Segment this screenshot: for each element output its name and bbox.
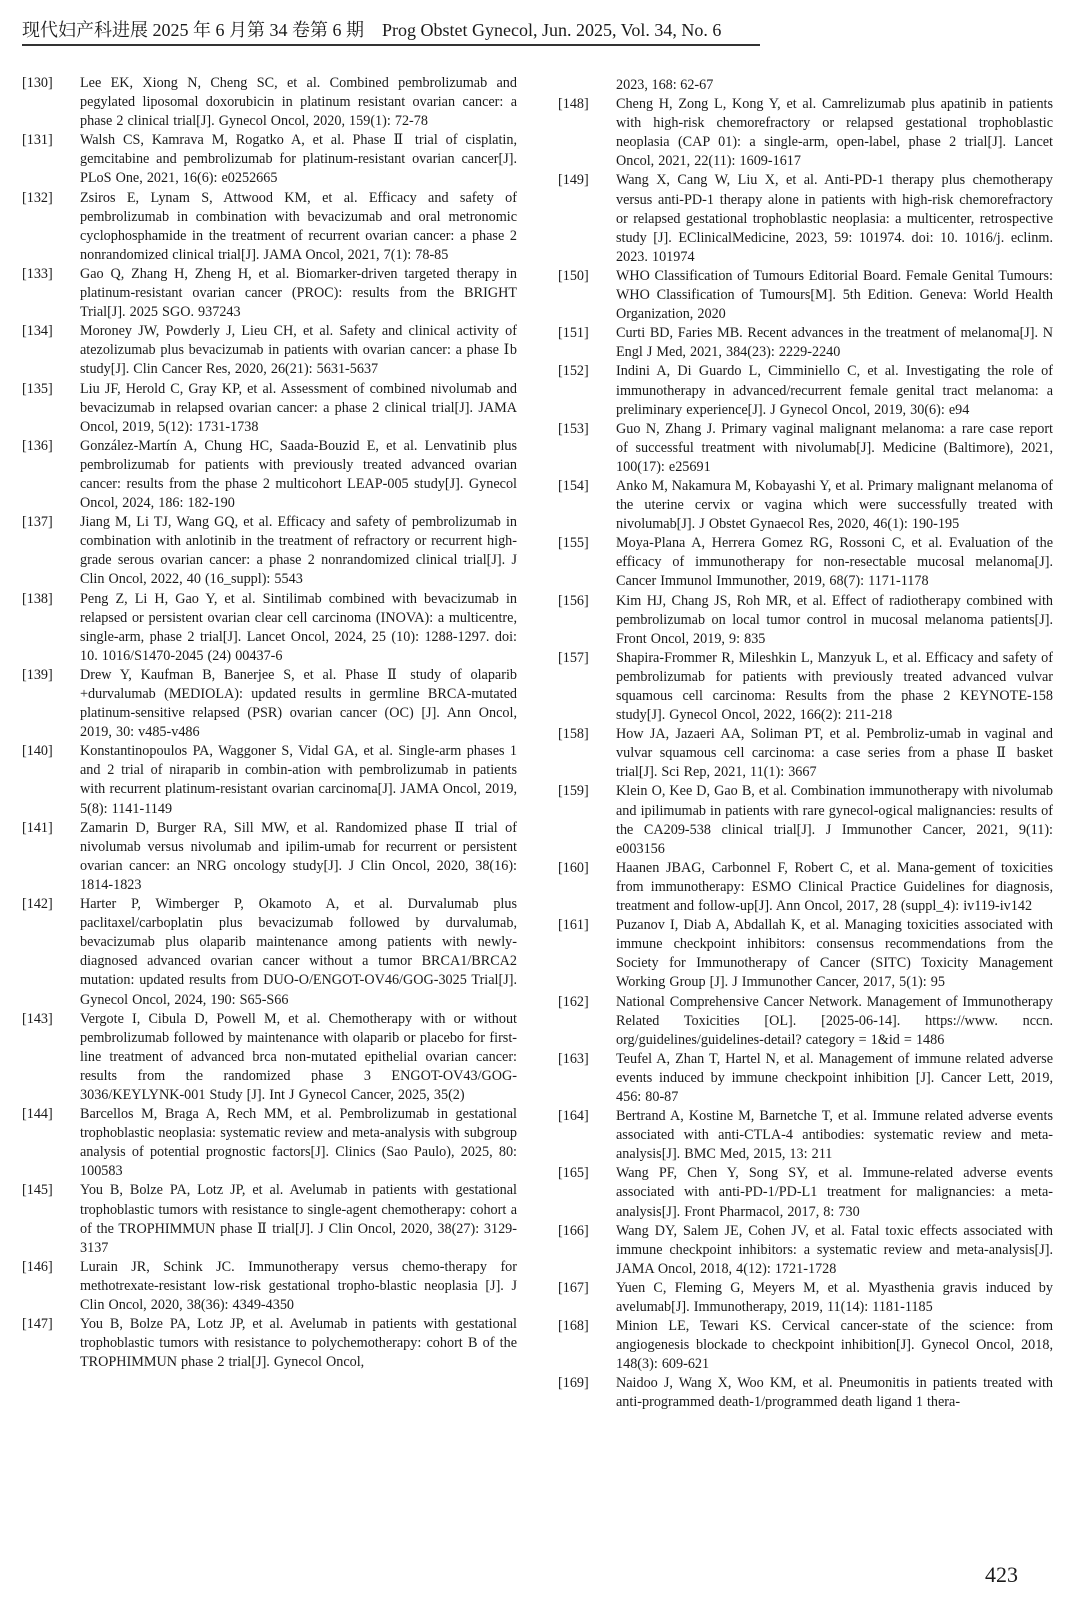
reference-text: Anko M, Nakamura M, Kobayashi Y, et al. Primary malignant melanoma of the uterine cervix or vagina which were successfully treated with nivolumab[J]. J Obstet Gynaecol Res, 2020, 46(1): 190-195: [616, 477, 1053, 533]
reference-continuation: 2023, 168: 62-67: [616, 77, 714, 93]
reference-entry: [22, 1181, 517, 1257]
reference-number: [137]: [22, 514, 53, 531]
reference-entry: [558, 534, 1053, 591]
reference-number: [166]: [558, 1222, 589, 1239]
reference-number: [156]: [558, 592, 589, 609]
reference-number: [134]: [22, 323, 53, 340]
reference-entry: [22, 74, 517, 131]
reference-text: Jiang M, Li TJ, Wang GQ, et al. Efficacy and safety of pembrolizumab in combination with anlotinib in the treatment of refractory or recurrent high-grade serous ovarian cancer: a phase 2 nonrandomized clinical trial[J]. J Clin Oncol, 2022, 40 (16_suppl): 5543: [80, 514, 517, 588]
reference-entry: [22, 1010, 517, 1105]
reference-column-right: [558, 76, 1053, 1413]
reference-entry: [558, 916, 1053, 992]
reference-entry: [558, 649, 1053, 725]
reference-text: Wang DY, Salem JE, Cohen JV, et al. Fatal toxic effects associated with immune checkpoint inhibitors: a systematic review and meta-analysis[J]. JAMA Oncol, 2018, 4(12): 1721-1728: [616, 1222, 1053, 1277]
reference-entry: [558, 324, 1053, 362]
reference-entry: [22, 513, 517, 589]
reference-number: [169]: [558, 1375, 589, 1392]
reference-entry: [22, 380, 517, 437]
reference-number: [157]: [558, 649, 589, 666]
reference-entry: [558, 267, 1053, 324]
reference-number: [136]: [22, 437, 53, 454]
reference-entry: [558, 171, 1053, 266]
reference-text: You B, Bolze PA, Lotz JP, et al. Avelumab in patients with gestational trophoblastic tumors with resistance to polychemotherapy: cohort B of the TROPHIMMUN phase 2 trial[J]. Gynecol Oncol,: [80, 1316, 517, 1371]
reference-text: Zamarin D, Burger RA, Sill MW, et al. Randomized phase Ⅱ trial of nivolumab versus nivolumab and ipilim-umab for recurrent or persistent ovarian cancer: an NRG oncology study[J]. J Clin Oncol, 2020, 38(16): 1814-1823: [80, 819, 517, 893]
reference-text: Lurain JR, Schink JC. Immunotherapy versus chemo-therapy for methotrexate-resistant low-risk gestational tropho-blastic neoplasia [J]. J Clin Oncol, 2020, 38(36): 4349-4350: [80, 1258, 517, 1313]
reference-number: [154]: [558, 477, 589, 494]
reference-number: [148]: [558, 96, 589, 113]
reference-entry: [558, 420, 1053, 477]
reference-entry: [558, 362, 1053, 419]
reference-text: Curti BD, Faries MB. Recent advances in the treatment of melanoma[J]. N Engl J Med, 2021, 384(23): 2229-2240: [616, 325, 1053, 361]
reference-text: Liu JF, Herold C, Gray KP, et al. Assessment of combined nivolumab and bevacizumab in relapsed ovarian cancer: a phase 2 clinical trial[J]. JAMA Oncol, 2019, 5(12): 1731-1738: [80, 380, 517, 435]
reference-entry: [558, 1050, 1053, 1107]
reference-text: Bertrand A, Kostine M, Barnetche T, et al. Immune related adverse events associated with anti-CTLA-4 antibodies: systematic review and meta-analysis[J]. BMC Med, 2015, 13: 211: [616, 1108, 1053, 1163]
reference-entry: [558, 1164, 1053, 1221]
reference-number: [147]: [22, 1316, 53, 1333]
reference-number: [159]: [558, 783, 589, 800]
reference-number: [145]: [22, 1182, 53, 1199]
reference-number: [153]: [558, 420, 589, 437]
reference-text: Puzanov I, Diab A, Abdallah K, et al. Managing toxicities associated with immune checkpoint inhibitors: consensus recommendations from the Society for Immunotherapy of Cancer (SITC) Toxicity Management Working Group [J]. J Immunother Cancer, 2017, 5(1): 95: [616, 917, 1053, 991]
reference-number: [140]: [22, 743, 53, 760]
reference-entry: [22, 1315, 517, 1372]
reference-text: Indini A, Di Guardo L, Cimminiello C, et al. Investigating the role of immunotherapy in advanced/recurrent female genital tract melanoma: a preliminary experience[J]. J Gynecol Oncol, 2019, 30(6): e94: [616, 363, 1053, 418]
reference-entry: [22, 437, 517, 513]
reference-entry: [22, 1105, 517, 1181]
reference-entry: [22, 895, 517, 1010]
reference-number: [151]: [558, 325, 589, 342]
reference-text: Peng Z, Li H, Gao Y, et al. Sintilimab combined with bevacizumab in relapsed or persistent ovarian clear cell carcinoma (INOVA): a multicentre, single-arm, phase 2 trial[J]. Lancet Oncol, 2024, 25 (10): 1288-1297. doi: 10. 1016/S1470-2045 (24) 00437-6: [80, 590, 517, 664]
reference-number: [160]: [558, 859, 589, 876]
reference-text: Haanen JBAG, Carbonnel F, Robert C, et al. Mana-gement of toxicities from immunotherapy: ESMO Clinical Practice Guidelines for diagnosis, treatment and follow-up[J]. Ann Oncol, 2017, 28 (suppl_4): iv119-iv142: [616, 859, 1053, 915]
reference-number: [139]: [22, 666, 53, 683]
reference-entry: [22, 322, 517, 379]
reference-number: [132]: [22, 189, 53, 206]
reference-number: [138]: [22, 590, 53, 607]
reference-text: Lee EK, Xiong N, Cheng SC, et al. Combined pembrolizumab and pegylated liposomal doxorubicin in platinum resistant ovarian cancer: a phase 2 clinical trial[J]. Gynecol Oncol, 2020, 159(1): 72-78: [80, 75, 517, 130]
journal-title-chinese: 现代妇产科进展 2025 年 6 月第 34 卷第 6 期: [22, 20, 364, 40]
reference-text: Klein O, Kee D, Gao B, et al. Combination immunotherapy with nivolumab and ipilimumab in patients with rare gynecol-ogical malignancies: results of the CA209-538 clinical trial[J]. J Immunother Cancer, 2021, 9(11): e003156: [616, 783, 1053, 857]
reference-text: Minion LE, Tewari KS. Cervical cancer-state of the science: from angiogenesis blockade to checkpoint inhibition[J]. Gynecol Oncol, 2018, 148(3): 609-621: [616, 1318, 1053, 1373]
reference-number: [135]: [22, 380, 53, 397]
reference-text: Walsh CS, Kamrava M, Rogatko A, et al. Phase Ⅱ trial of cisplatin, gemcitabine and pembrolizumab for platinum-resistant ovarian cancer[J]. PLoS One, 2021, 16(6): e0252665: [80, 132, 517, 187]
reference-column-left: [22, 74, 517, 1372]
reference-text: You B, Bolze PA, Lotz JP, et al. Avelumab in patients with gestational trophoblastic tumors with resistance to single-agent chemotherapy: cohort a of the TROPHIMMUN phase Ⅱ trial[J]. J Clin Oncol, 2020, 38(27): 3129-3137: [80, 1182, 517, 1256]
reference-entry: [558, 1374, 1053, 1412]
reference-number: [150]: [558, 267, 589, 284]
reference-text: Naidoo J, Wang X, Woo KM, et al. Pneumonitis in patients treated with anti-programmed death-1/programmed death ligand 1 thera-: [616, 1375, 1053, 1411]
reference-text: Drew Y, Kaufman B, Banerjee S, et al. Phase Ⅱ study of olaparib +durvalumab (MEDIOLA): updated results in germline BRCA-mutated platinum-sensitive relapsed (PSR) ovarian cancer (OC) [J]. Ann Oncol, 2019, 30: v485-v486: [80, 666, 517, 741]
reference-number: [143]: [22, 1010, 53, 1027]
reference-entry: [558, 782, 1053, 858]
reference-number: [149]: [558, 172, 589, 189]
reference-entry: [558, 1107, 1053, 1164]
reference-number: [161]: [558, 917, 589, 934]
reference-entry: [22, 265, 517, 322]
reference-entry: [558, 1317, 1053, 1374]
reference-text: Shapira-Frommer R, Mileshkin L, Manzyuk L, et al. Efficacy and safety of pembrolizumab for patients with previously treated advanced vulvar squamous cell carcinoma: Results from the phase 2 KEYNOTE-158 study[J]. Gynecol Oncol, 2022, 166(2): 211-218: [616, 649, 1053, 724]
reference-text: Yuen C, Fleming G, Meyers M, et al. Myasthenia gravis induced by avelumab[J]. Immunotherapy, 2019, 11(14): 1181-1185: [616, 1279, 1053, 1315]
reference-text: National Comprehensive Cancer Network. Management of Immunotherapy Related Toxicities [OL]. [2025-06-14]. https://www. nccn. org/guidelines/guidelines-detail? category = 1&id = 1486: [616, 993, 1053, 1048]
reference-entry: [558, 993, 1053, 1050]
reference-text: Guo N, Zhang J. Primary vaginal malignant melanoma: a rare case report of successful treatment with nivolumab[J]. Medicine (Baltimore), 2021, 100(17): e25691: [616, 420, 1053, 475]
reference-text: Kim HJ, Chang JS, Roh MR, et al. Effect of radiotherapy combined with pembrolizumab on local tumor control in mucosal melanoma patients[J]. Front Oncol, 2019, 9: 835: [616, 592, 1053, 647]
reference-number: [162]: [558, 993, 589, 1010]
reference-text: WHO Classification of Tumours Editorial Board. Female Genital Tumours: WHO Classification of Tumours[M]. 5th Edition. Geneva: World Health Organization, 2020: [616, 267, 1053, 323]
reference-text: Cheng H, Zong L, Kong Y, et al. Camrelizumab plus apatinib in patients with high-risk chemorefractory or relapsed gestational trophoblastic neoplasia (CAP 01): a single-arm, open-label, phase 2 trial[J]. Lancet Oncol, 2021, 22(11): 1609-1617: [616, 96, 1053, 170]
reference-text: Vergote I, Cibula D, Powell M, et al. Chemotherapy with or without pembrolizumab followed by maintenance with olaparib or placebo for first-line treatment of advanced brca non-mutated epithelial ovarian cancer: results from the randomized phase 3 ENGOT-OV43/GOG-3036/KEYLYNK-001 Study [J]. Int J Gynecol Cancer, 2025, 35(2): [80, 1010, 517, 1103]
running-header: [22, 18, 760, 46]
reference-number: [131]: [22, 132, 53, 149]
reference-text: Moroney JW, Powderly J, Lieu CH, et al. Safety and clinical activity of atezolizumab plus bevacizumab in patients with ovarian cancer: a phase Ⅰb study[J]. Clin Cancer Res, 2020, 26(21): 5631-5637: [80, 323, 517, 378]
reference-entry: [558, 95, 1053, 171]
reference-text: Wang X, Cang W, Liu X, et al. Anti-PD-1 therapy plus chemotherapy versus anti-PD-1 therapy alone in patients with high-risk chemorefractory or relapsed gestational trophoblastic neoplasia: a multicenter, retrospective study [J]. EClinicalMedicine, 2023, 59: 101974. doi: 10. 1016/j. eclinm. 2023. 101974: [616, 172, 1053, 265]
reference-entry: [558, 725, 1053, 782]
reference-entry: [22, 1258, 517, 1315]
reference-entry: [558, 859, 1053, 916]
reference-text: Barcellos M, Braga A, Rech MM, et al. Pembrolizumab in gestational trophoblastic neoplasia: systematic review and meta-analysis with subgroup analysis of potential prognostic factors[J]. Clinics (Sao Paulo), 2025, 80: 100583: [80, 1106, 517, 1180]
reference-entry: [558, 592, 1053, 649]
page-number: 423: [985, 1562, 1018, 1587]
reference-number: [168]: [558, 1318, 589, 1335]
reference-text: Moya-Plana A, Herrera Gomez RG, Rossoni C, et al. Evaluation of the efficacy of immunotherapy for non-resectable mucosal melanoma[J]. Cancer Immunol Immunother, 2019, 68(7): 1171-1178: [616, 535, 1053, 590]
reference-number: [152]: [558, 363, 589, 380]
reference-text: Teufel A, Zhan T, Hartel N, et al. Management of immune related adverse events induced by immune checkpoint inhibition [J]. Cancer Lett, 2019, 456: 80-87: [616, 1050, 1053, 1105]
reference-entry: [558, 1222, 1053, 1279]
reference-entry: [22, 666, 517, 742]
reference-number: [130]: [22, 75, 53, 91]
reference-number: [155]: [558, 535, 589, 552]
reference-entry: [558, 1279, 1053, 1317]
reference-number: [141]: [22, 819, 53, 836]
reference-text: Zsiros E, Lynam S, Attwood KM, et al. Efficacy and safety of pembrolizumab in combination with bevacizumab and oral metronomic cyclophosphamide in the treatment of recurrent ovarian cancer: a phase 2 nonrandomized clinical trial[J]. JAMA Oncol, 2021, 7(1): 78-85: [80, 189, 517, 263]
reference-number: [165]: [558, 1165, 589, 1182]
reference-entry: [22, 131, 517, 188]
reference-text: Gao Q, Zhang H, Zheng H, et al. Biomarker-driven targeted therapy in platinum-resistant ovarian cancer (PROC): results from the BRIGHT Trial[J]. 2025 SGO. 937243: [80, 265, 517, 321]
reference-number: [164]: [558, 1108, 589, 1125]
reference-number: [158]: [558, 726, 589, 743]
reference-number: [142]: [22, 896, 53, 913]
reference-text: Harter P, Wimberger P, Okamoto A, et al. Durvalumab plus paclitaxel/carboplatin plus bevacizumab followed by durvalumab, bevacizumab plus olaparib maintenance among patients with newly-diagnosed advanced ovarian cancer without a tumor BRCA1/BRCA2 mutation: updated results from DUO-O/ENGOT-OV46/GOG-3025 Trial[J]. Gynecol Oncol, 2024, 190: S65-S66: [80, 896, 517, 1008]
reference-entry: [22, 819, 517, 895]
reference-entry: [22, 590, 517, 666]
journal-title-english: Prog Obstet Gynecol, Jun. 2025, Vol. 34, No. 6: [382, 20, 722, 40]
reference-text: González-Martín A, Chung HC, Saada-Bouzid E, et al. Lenvatinib plus pembrolizumab for patients with previously treated advanced ovarian cancer: results from the phase 2 multicohort LEAP-005 study[J]. Gynecol Oncol, 2024, 186: 182-190: [80, 437, 517, 512]
reference-number: [167]: [558, 1279, 589, 1296]
reference-number: [144]: [22, 1106, 53, 1123]
reference-text: Wang PF, Chen Y, Song SY, et al. Immune-related adverse events associated with anti-PD-1/PD-L1 treatment for malignancies: a meta-analysis[J]. Front Pharmacol, 2017, 8: 730: [616, 1165, 1053, 1220]
reference-text: Konstantinopoulos PA, Waggoner S, Vidal GA, et al. Single-arm phases 1 and 2 trial of niraparib in combin-ation with pembrolizumab in patients with recurrent platinum-resistant ovarian carcinoma[J]. JAMA Oncol, 2019, 5(8): 1141-1149: [80, 743, 517, 817]
reference-text: How JA, Jazaeri AA, Soliman PT, et al. Pembroliz-umab in vaginal and vulvar squamous cell carcinoma: a case series from a phase Ⅱ basket trial[J]. Sci Rep, 2021, 11(1): 3667: [616, 726, 1053, 781]
reference-number: [146]: [22, 1258, 53, 1275]
reference-number: [163]: [558, 1050, 589, 1067]
reference-entry: [22, 189, 517, 265]
reference-number: [133]: [22, 265, 53, 282]
reference-entry: [22, 742, 517, 818]
reference-entry: [558, 477, 1053, 534]
